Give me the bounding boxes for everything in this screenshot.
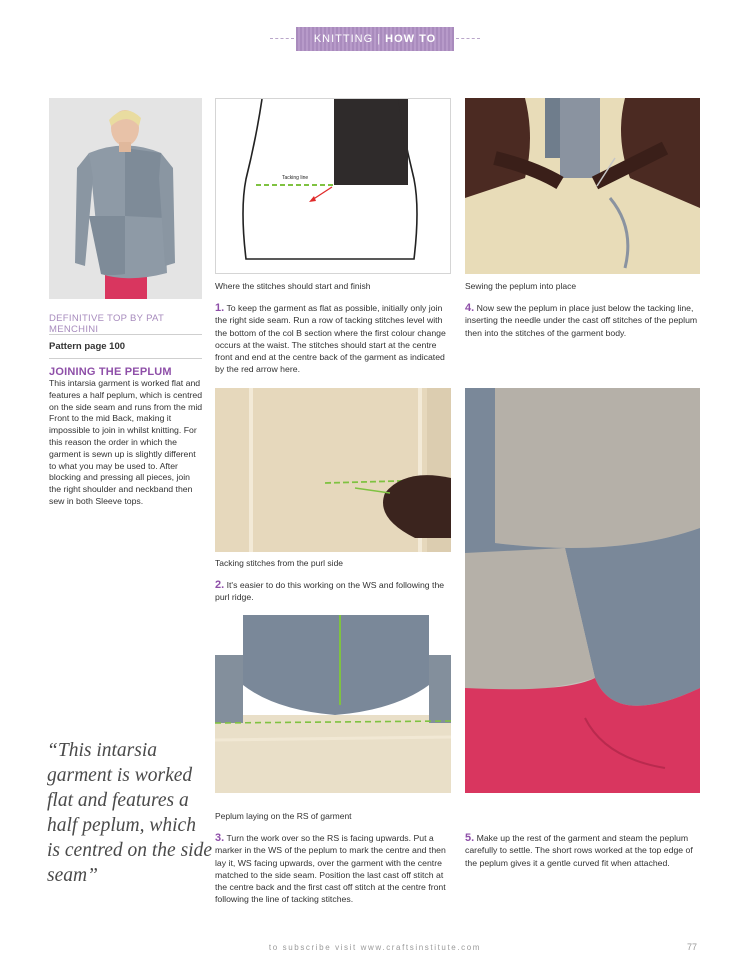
- header-rule-left: [270, 38, 294, 39]
- step-1-body: To keep the garment as flat as possible, initially only join the right side seam. Run a row of tacking stitches level with the bottom of the col B section where the first colour change occurs at the waist. The stitches should start at the centre front and end at the centre back of the garment as indicated by the red arrow here.: [215, 303, 446, 375]
- step-4-text: [465, 302, 701, 339]
- step-1-number: 1.: [215, 302, 225, 314]
- finished-peplum-photo: [465, 388, 700, 793]
- step-4-number: 4.: [465, 302, 475, 314]
- rule-1: [49, 334, 202, 335]
- step-4-body: Now sew the peplum in place just below the tacking line, inserting the needle under the cast off stitches of the peplum then into the stitches of the garment body.: [465, 303, 698, 338]
- step-5-number: 5.: [465, 832, 475, 844]
- section-separator: |: [377, 33, 382, 45]
- model-photo: [49, 98, 202, 299]
- pattern-page: Pattern page 100: [49, 341, 126, 352]
- caption-step-3: Peplum laying on the RS of garment: [215, 811, 352, 821]
- step-5-text: [465, 832, 701, 869]
- pull-quote: “This intarsia garment is worked flat and features a half peplum, which is centred on the side seam”: [47, 740, 212, 886]
- section-badge: [296, 27, 454, 51]
- caption-step-4: Sewing the peplum into place: [465, 281, 577, 291]
- intro-text: This intarsia garment is worked flat and features a half peplum, which is centred on the side seam and runs from the mid Front to the mid Back, making it impossible to join in whilst knitting. For this reason the order in which the garment is sewn up is slightly different to what you may be used to. After blocking and pressing all pieces, join the right shoulder and neckband then sew in both Sleeve tops.: [49, 378, 203, 506]
- section-label: KNITTING: [313, 33, 374, 45]
- tacking-stitches-photo: [215, 388, 451, 552]
- step-3-body: Turn the work over so the RS is facing upwards. Put a marker in the WS of the peplum to mark the centre and then lay it, WS facing upwards, over the garment with the centre matched to the side seam. Position the last cast off stitch at the centre back and the first cast off stitch at the centre front following the line of tacking stitches.: [215, 833, 446, 905]
- step-3-number: 3.: [215, 832, 225, 844]
- section-heading: JOINING THE PEPLUM: [49, 366, 172, 378]
- step-1-text: [215, 302, 451, 376]
- tacking-line-label: Tacking line: [282, 175, 309, 181]
- project-title: DEFINITIVE TOP BY PAT MENCHINI: [49, 313, 164, 335]
- rule-2: [49, 358, 202, 359]
- sewing-peplum-photo: [465, 98, 700, 274]
- topic-label: HOW TO: [385, 33, 437, 45]
- garment-diagram: [215, 98, 451, 274]
- page-number: 77: [687, 942, 698, 952]
- caption-step-1: Where the stitches should start and finish: [215, 281, 371, 291]
- step-2-number: 2.: [215, 579, 225, 591]
- header-rule-right: [456, 38, 480, 39]
- step-5-body: Make up the rest of the garment and steam the peplum carefully to settle. The short rows worked at the top edge of the peplum gives it a gentle curved fit when attached.: [465, 833, 693, 868]
- footer-subscribe: to subscribe visit www.craftsinstitute.com: [268, 943, 482, 952]
- caption-step-2: Tacking stitches from the purl side: [215, 558, 344, 568]
- step-2-body: It's easier to do this working on the WS and following the purl ridge.: [215, 580, 445, 603]
- step-3-text: [215, 832, 451, 906]
- step-2-text: [215, 579, 451, 604]
- peplum-rs-photo: [215, 615, 451, 793]
